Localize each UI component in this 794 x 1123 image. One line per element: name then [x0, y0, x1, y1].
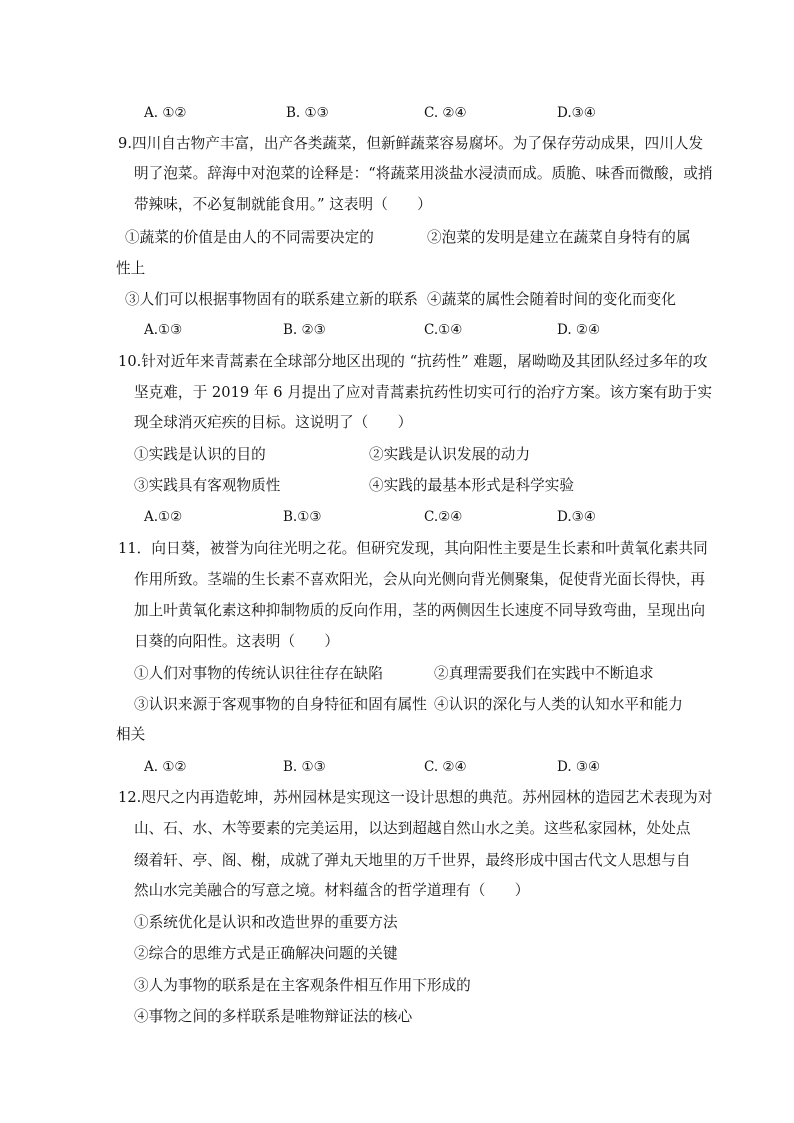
q11-option-d: D. ③④ [557, 759, 601, 775]
q8-option-b: B. ①③ [286, 105, 329, 121]
q11-statement-4-cont: 相关 [116, 726, 146, 743]
q10-statement-2: ②实践是认识发展的动力 [369, 446, 531, 463]
q10-statement-3: ③实践具有客观物质性 [134, 477, 281, 494]
q11-statement-3: ③认识来源于客观事物的自身特征和固有属性 [134, 696, 427, 713]
q8-option-d: D.③④ [557, 105, 596, 121]
q9-statement-2-cont: 性上 [116, 260, 146, 277]
q9-stem-line-1: 9.四川自古物产丰富，出产各类蔬菜，但新鲜蔬菜容易腐坏。为了保存劳动成果，四川人发 [118, 135, 704, 152]
q10-option-b: B.①③ [283, 509, 322, 525]
q11-stem-line-4: 日葵的向阳性。这表明（ ） [134, 633, 340, 650]
q9-option-b: B. ②③ [283, 322, 326, 338]
q11-stem-line-3: 加上叶黄氧化素这种抑制物质的反向作用，茎的两侧因生长速度不同导致弯曲，呈现出向 [134, 602, 706, 619]
q9-statement-3: ③人们可以根据事物固有的联系建立新的联系 [125, 291, 418, 308]
q10-statement-1: ①实践是认识的目的 [134, 446, 266, 463]
q8-option-a: A. ①② [144, 105, 187, 121]
q12-stem-line-3: 缀着轩、亭、阁、榭，成就了弹丸天地里的万千世界，最终形成中国古代文人思想与自 [134, 852, 691, 869]
q10-option-c: C.②④ [424, 509, 463, 525]
q11-option-c: C. ②④ [424, 759, 467, 775]
q11-option-b: B. ①③ [283, 759, 326, 775]
q12-statement-3: ③人为事物的联系是在主客观条件相互作用下形成的 [134, 977, 471, 994]
q9-option-a: A.①③ [144, 322, 183, 338]
q11-statement-2: ②真理需要我们在实践中不断追求 [434, 665, 654, 682]
q11-statement-1: ①人们对事物的传统认识往往存在缺陷 [134, 665, 383, 682]
q9-stem-line-2: 明了泡菜。辞海中对泡菜的诠释是：“将蔬菜用淡盐水浸渍而成。质脆、味香而微酸，或捎 [134, 165, 713, 182]
q9-option-d: D. ②④ [557, 322, 601, 338]
q9-statement-4: ④蔬菜的属性会随着时间的变化而变化 [427, 291, 676, 308]
q11-statement-4: ④认识的深化与人类的认知水平和能力 [434, 696, 683, 713]
q11-option-a: A. ①② [144, 759, 187, 775]
q8-option-c: C. ②④ [424, 105, 467, 121]
q9-stem-line-3: 带辣味，不必复制就能食用。” 这表明（ ） [134, 196, 432, 213]
q12-stem-line-2: 山、石、水、木等要素的完美运用，以达到超越自然山水之美。这些私家园林，处处点 [134, 820, 691, 837]
q11-stem-line-2: 作用所致。茎端的生长素不喜欢阳光，会从向光侧向背光侧聚集，促使背光面长得快，再 [134, 571, 706, 588]
q12-statement-2: ②综合的思维方式是正确解决问题的关键 [134, 945, 398, 962]
q10-stem-line-1: 10.针对近年来青蒿素在全球部分地区出现的 “抗药性” 难题，屠呦呦及其团队经过多年的攻 [118, 353, 708, 370]
q9-option-c: C.①④ [424, 322, 463, 338]
q9-statement-1: ①蔬菜的价值是由人的不同需要决定的 [125, 229, 374, 246]
q9-statement-2: ②泡菜的发明是建立在蔬菜自身特有的属 [427, 229, 691, 246]
q12-stem-line-1: 12.咫尺之内再造乾坤，苏州园林是实现这一设计思想的典范。苏州园林的造园艺术表现为对 [118, 789, 713, 806]
q11-stem-line-1: 11．向日葵，被誉为向往光明之花。但研究发现，其向阳性主要是生长素和叶黄氧化素共同 [118, 540, 708, 557]
q12-statement-1: ①系统优化是认识和改造世界的重要方法 [134, 914, 398, 931]
q10-stem-line-2: 坚克难，于 2019 年 6 月提出了应对青蒿素抗药性切实可行的治疗方案。该方案有助于实 [134, 384, 712, 401]
q10-option-a: A.①② [144, 509, 183, 525]
q12-stem-line-4: 然山水完美融合的写意之境。材料蕴含的哲学道理有（ ） [134, 882, 530, 899]
q10-statement-4: ④实践的最基本形式是科学实验 [369, 477, 575, 494]
q10-stem-line-3: 现全球消灭疟疾的目标。这说明了（ ） [134, 414, 413, 431]
q12-statement-4: ④事物之间的多样联系是唯物辩证法的核心 [134, 1008, 413, 1025]
q10-option-d: D.③④ [557, 509, 596, 525]
